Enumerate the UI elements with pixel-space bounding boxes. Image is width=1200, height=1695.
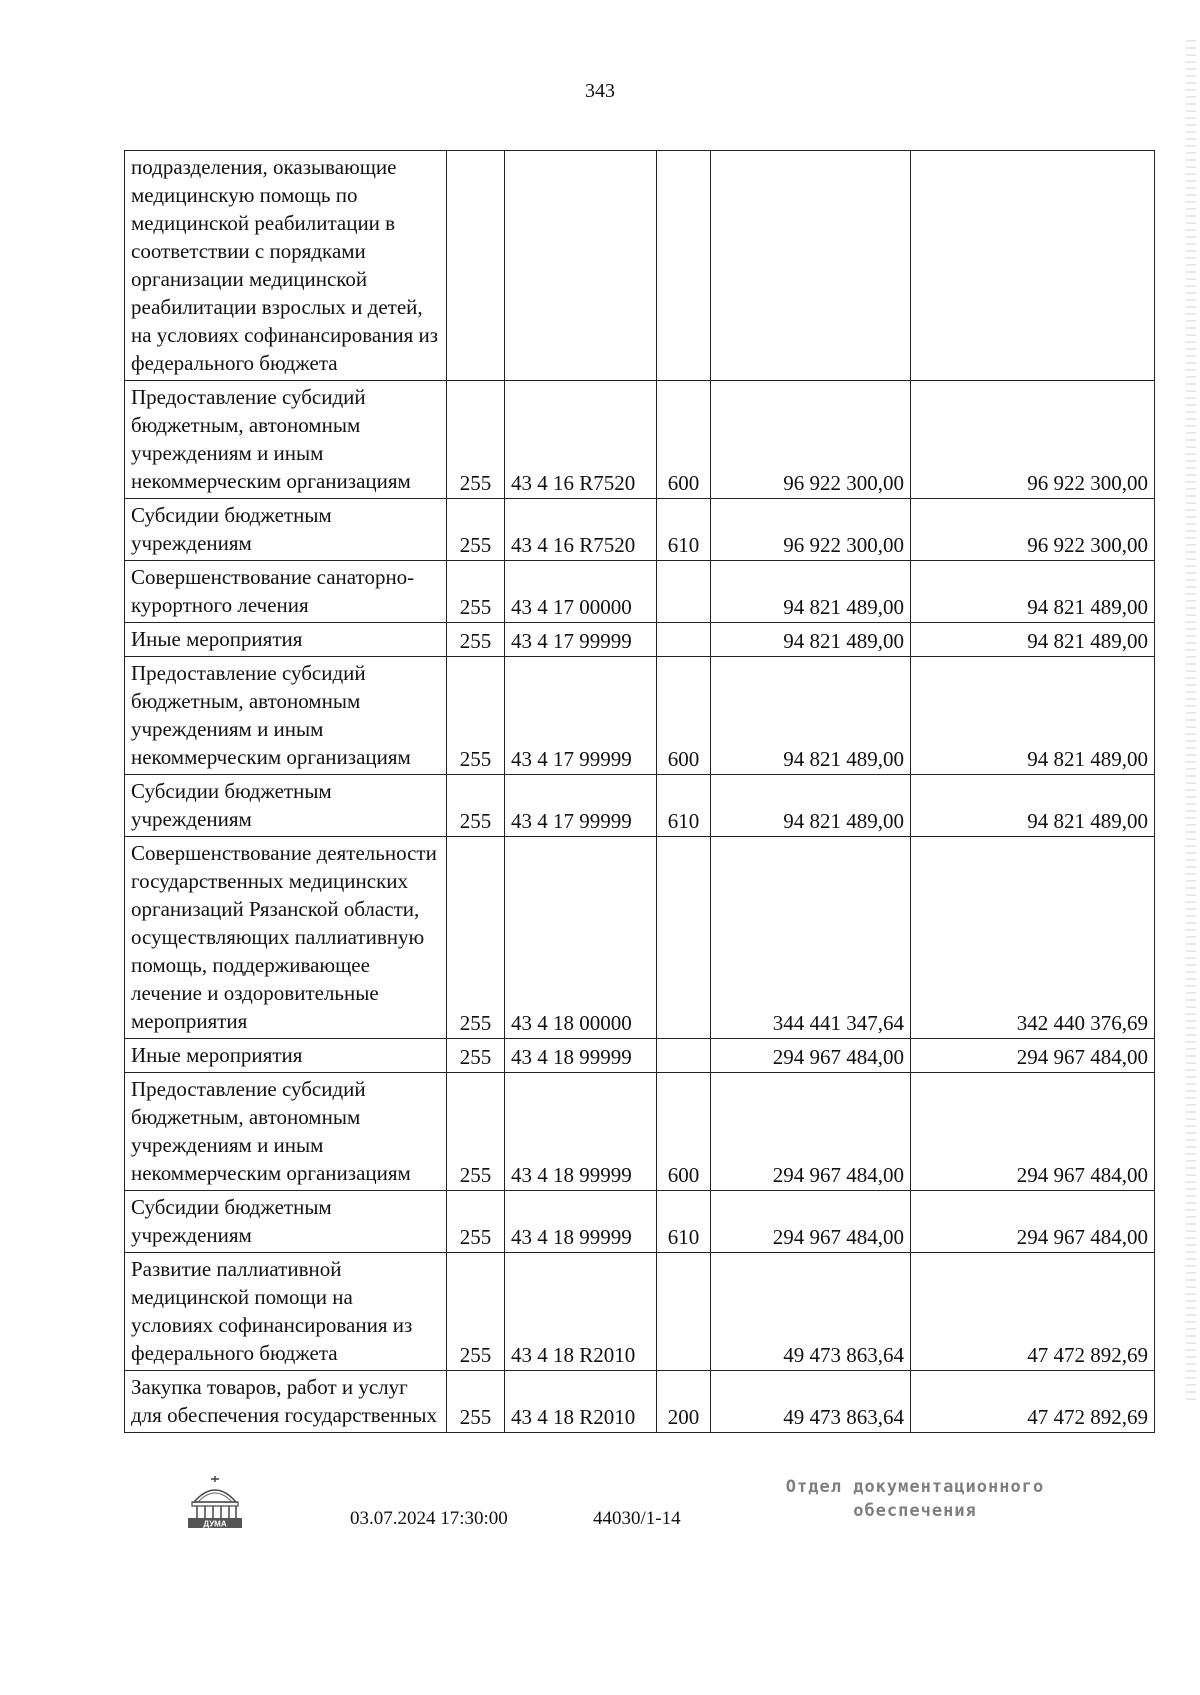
cell-amount-2: 47 472 892,69 (911, 1371, 1155, 1433)
cell-name: Иные мероприятия (125, 623, 447, 657)
cell-target-article: 43 4 17 99999 (505, 657, 657, 775)
cell-amount-2: 94 821 489,00 (911, 657, 1155, 775)
cell-amount-2: 96 922 300,00 (911, 499, 1155, 561)
cell-target-article (505, 151, 657, 381)
cell-amount-1 (711, 151, 911, 381)
cell-target-article: 43 4 18 00000 (505, 837, 657, 1039)
cell-amount-1: 96 922 300,00 (711, 499, 911, 561)
cell-expense-type: 200 (657, 1371, 711, 1433)
table-row (125, 151, 1155, 381)
budget-table (124, 150, 1155, 1433)
cell-target-article: 43 4 17 99999 (505, 775, 657, 837)
cell-ministry-code: 255 (447, 837, 505, 1039)
cell-amount-1: 94 821 489,00 (711, 623, 911, 657)
cell-expense-type (657, 561, 711, 623)
cell-amount-1: 49 473 863,64 (711, 1253, 911, 1371)
cell-amount-2: 94 821 489,00 (911, 561, 1155, 623)
stamp-line-2: обеспечения (853, 1501, 977, 1521)
cell-expense-type (657, 837, 711, 1039)
cell-name: Предоставление субсидий бюджетным, автономным учреждениям и иным некоммерческим организациям (125, 1073, 447, 1191)
table-row (125, 1253, 1155, 1371)
cell-ministry-code: 255 (447, 1191, 505, 1253)
cell-amount-2: 94 821 489,00 (911, 775, 1155, 837)
table-row (125, 499, 1155, 561)
table-row (125, 1191, 1155, 1253)
cell-target-article: 43 4 18 R2010 (505, 1253, 657, 1371)
cell-name: Субсидии бюджетным учреждениям (125, 499, 447, 561)
scan-edge-artifact (1186, 40, 1196, 1400)
stamp-line-1: Отдел документационного (785, 1477, 1045, 1497)
footer-document-number: 44030/1-14 (593, 1508, 681, 1529)
cell-amount-1: 96 922 300,00 (711, 381, 911, 499)
page-number: 343 (585, 80, 615, 102)
cell-amount-1: 294 967 484,00 (711, 1191, 911, 1253)
cell-amount-1: 94 821 489,00 (711, 561, 911, 623)
cell-amount-1: 344 441 347,64 (711, 837, 911, 1039)
cell-ministry-code: 255 (447, 623, 505, 657)
table-row (125, 1371, 1155, 1433)
cell-ministry-code: 255 (447, 775, 505, 837)
cell-amount-1: 94 821 489,00 (711, 775, 911, 837)
cell-amount-1: 294 967 484,00 (711, 1039, 911, 1073)
cell-name: Субсидии бюджетным учреждениям (125, 1191, 447, 1253)
cell-expense-type: 610 (657, 775, 711, 837)
cell-ministry-code: 255 (447, 1253, 505, 1371)
cell-ministry-code: 255 (447, 657, 505, 775)
logo-label: ДУМА (203, 1519, 227, 1529)
cell-expense-type (657, 1253, 711, 1371)
duma-logo-icon (180, 1472, 250, 1532)
cell-amount-2: 47 472 892,69 (911, 1253, 1155, 1371)
cell-amount-1: 294 967 484,00 (711, 1073, 911, 1191)
table-row (125, 623, 1155, 657)
cell-amount-2: 94 821 489,00 (911, 623, 1155, 657)
table-row (125, 1073, 1155, 1191)
table-row (125, 1039, 1155, 1073)
cell-expense-type: 610 (657, 499, 711, 561)
cell-target-article: 43 4 18 99999 (505, 1039, 657, 1073)
cell-name: подразделения, оказывающие медицинскую помощь по медицинской реабилитации в соответствии с порядками организации медицинской реабилитации взрослых и детей, на условиях софинансирования из федерального бюджета (125, 151, 447, 381)
cell-ministry-code: 255 (447, 1371, 505, 1433)
table-row (125, 837, 1155, 1039)
cell-expense-type (657, 151, 711, 381)
cell-ministry-code: 255 (447, 1073, 505, 1191)
cell-name: Развитие паллиативной медицинской помощи на условиях софинансирования из федерального бюджета (125, 1253, 447, 1371)
cell-target-article: 43 4 16 R7520 (505, 381, 657, 499)
cell-expense-type: 600 (657, 381, 711, 499)
cell-amount-1: 94 821 489,00 (711, 657, 911, 775)
cell-ministry-code: 255 (447, 499, 505, 561)
table-row (125, 381, 1155, 499)
footer-datetime: 03.07.2024 17:30:00 (350, 1508, 508, 1529)
cell-target-article: 43 4 18 R2010 (505, 1371, 657, 1433)
cell-expense-type: 600 (657, 657, 711, 775)
cell-name: Предоставление субсидий бюджетным, автономным учреждениям и иным некоммерческим организациям (125, 381, 447, 499)
department-stamp (760, 1475, 1070, 1523)
cell-amount-2: 294 967 484,00 (911, 1039, 1155, 1073)
cell-amount-2: 294 967 484,00 (911, 1191, 1155, 1253)
cell-name: Предоставление субсидий бюджетным, автономным учреждениям и иным некоммерческим организациям (125, 657, 447, 775)
cell-name: Иные мероприятия (125, 1039, 447, 1073)
cell-ministry-code: 255 (447, 1039, 505, 1073)
cell-ministry-code: 255 (447, 561, 505, 623)
cell-name: Совершенствование деятельности государственных медицинских организаций Рязанской области, осуществляющих паллиативную помощь, поддерживающее лечение и оздоровительные мероприятия (125, 837, 447, 1039)
cell-name: Совершенствование санаторно-курортного лечения (125, 561, 447, 623)
cell-target-article: 43 4 18 99999 (505, 1073, 657, 1191)
cell-name: Закупка товаров, работ и услуг для обеспечения государственных (125, 1371, 447, 1433)
cell-expense-type (657, 1039, 711, 1073)
cell-target-article: 43 4 17 99999 (505, 623, 657, 657)
cell-ministry-code: 255 (447, 381, 505, 499)
cell-target-article: 43 4 18 99999 (505, 1191, 657, 1253)
cell-amount-1: 49 473 863,64 (711, 1371, 911, 1433)
cell-amount-2 (911, 151, 1155, 381)
cell-ministry-code (447, 151, 505, 381)
cell-expense-type: 600 (657, 1073, 711, 1191)
table-row (125, 657, 1155, 775)
cell-amount-2: 96 922 300,00 (911, 381, 1155, 499)
cell-amount-2: 294 967 484,00 (911, 1073, 1155, 1191)
cell-expense-type (657, 623, 711, 657)
cell-target-article: 43 4 17 00000 (505, 561, 657, 623)
budget-table-body (125, 151, 1155, 1433)
cell-name: Субсидии бюджетным учреждениям (125, 775, 447, 837)
cell-target-article: 43 4 16 R7520 (505, 499, 657, 561)
cell-expense-type: 610 (657, 1191, 711, 1253)
cell-amount-2: 342 440 376,69 (911, 837, 1155, 1039)
table-row (125, 775, 1155, 837)
table-row (125, 561, 1155, 623)
